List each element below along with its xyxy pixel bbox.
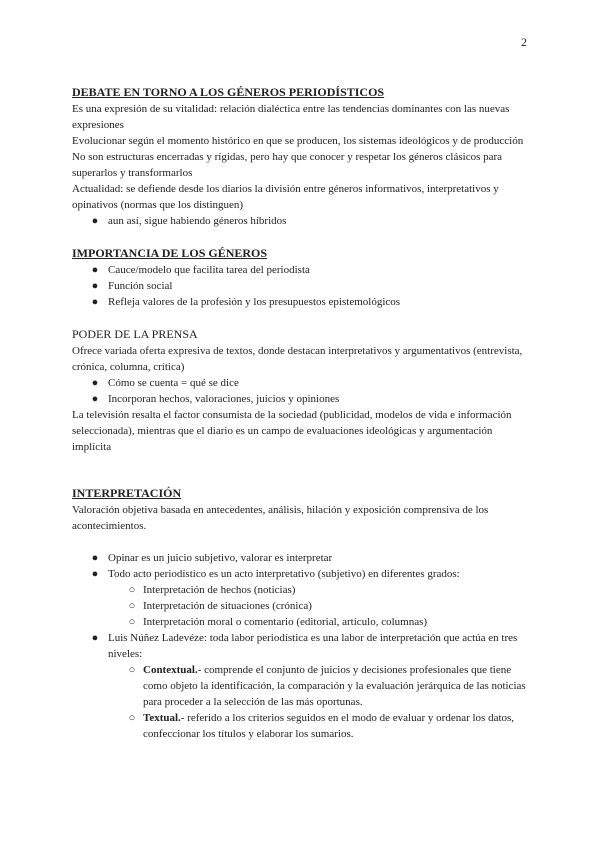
bullet-list (72, 375, 528, 407)
list-item-text: Refleja valores de la profesión y los presupuestos epistemológicos (108, 296, 401, 308)
bullet-dot-icon: ● (91, 280, 99, 292)
sub-list-item (72, 598, 528, 614)
list-item-text: Interpretación de situaciones (crónica) (143, 600, 312, 612)
sub-list-item (72, 614, 528, 630)
sub-list-item (72, 582, 528, 598)
list-item-text: Cómo se cuenta = qué se dice (108, 377, 239, 389)
list-item (72, 213, 528, 229)
bullet-dot-icon: ● (91, 632, 99, 644)
list-item (72, 262, 528, 278)
paragraph: La televisión resalta el factor consumista de la sociedad (publicidad, modelos de vida e información seleccionada), mientras que el diario es un campo de evaluaciones ideológicas y argumentación implícita (72, 409, 512, 453)
sub-list-item (72, 710, 528, 742)
list-item (72, 630, 528, 662)
bullet-dot-icon: ● (91, 393, 99, 405)
bullet-dot-icon: ● (91, 552, 99, 564)
list-item (72, 550, 528, 566)
paragraph: Actualidad: se defiende desde los diarios la división entre géneros informativos, interpretativos y opinativos (normas que los distinguen) (72, 183, 499, 211)
section-title-importancia: IMPORTANCIA DE LOS GÉNEROS (72, 246, 268, 260)
bullet-circle-icon: ○ (128, 712, 136, 724)
list-item-text: Opinar es un juicio subjetivo, valorar es interpretar (108, 552, 333, 564)
list-item (72, 391, 528, 407)
list-item-text: Interpretación de hechos (noticias) (143, 584, 296, 596)
paragraph: No son estructuras encerradas y rígidas, pero hay que conocer y respetar los géneros clásicos para superarlos y transformarlos (72, 151, 503, 179)
section-title-poder: PODER DE LA PRENSA (72, 327, 198, 341)
sub-list-item (72, 662, 528, 710)
level-term: Contextual. (143, 664, 198, 676)
list-item-text: Luis Núñez Ladevéze: toda labor periodística es una labor de interpretación que actúa en tres niveles: (108, 632, 518, 660)
level-text: - comprende el conjunto de juicios y decisiones profesionales que tiene como objeto la identificación, la comparación y la evaluación jerárquica de las noticias para proceder a la selección de las más oportunas. (143, 664, 526, 708)
bullet-dot-icon: ● (91, 296, 99, 308)
bullet-dot-icon: ● (91, 377, 99, 389)
page-number: 2 (521, 35, 527, 49)
bullet-list (72, 630, 528, 662)
level-text: - referido a los criterios seguidos en el modo de evaluar y ordenar los datos, confeccionar los títulos y elaborar los sumarios. (143, 712, 515, 740)
section-title-interpretacion: INTERPRETACIÓN (72, 486, 182, 500)
list-item-text: Incorporan hechos, valoraciones, juicios y opiniones (108, 393, 340, 405)
bullet-circle-icon: ○ (128, 664, 136, 676)
list-item-text: Función social (108, 280, 173, 292)
list-item (72, 566, 528, 582)
bullet-dot-icon: ● (91, 264, 99, 276)
list-item-text: Todo acto periodístico es un acto interpretativo (subjetivo) en diferentes grados: (108, 568, 460, 580)
bullet-circle-icon: ○ (128, 616, 136, 628)
bullet-dot-icon: ● (91, 215, 99, 227)
bullet-list (72, 550, 528, 582)
paragraph: Es una expresión de su vitalidad: relación dialéctica entre las tendencias dominantes con las nuevas expresiones (72, 103, 510, 131)
level-term: Textual. (143, 712, 181, 724)
document-content (72, 84, 528, 742)
list-item-text: Cauce/modelo que facilita tarea del periodista (108, 264, 310, 276)
list-item (72, 375, 528, 391)
bullet-list (72, 262, 528, 310)
list-item-text: aun así, sigue habiendo géneros híbridos (108, 215, 287, 227)
list-item-text: Interpretación moral o comentario (editorial, artículo, columnas) (143, 616, 428, 628)
sub-bullet-list (72, 582, 528, 630)
list-item (72, 294, 528, 310)
paragraph: Ofrece variada oferta expresiva de textos, donde destacan interpretativos y argumentativos (entrevista, crónica, columna, crítica) (72, 345, 523, 373)
paragraph: Valoración objetiva basada en antecedentes, análisis, hilación y exposición comprensiva de los acontecimientos. (72, 504, 489, 532)
bullet-list (72, 213, 528, 229)
bullet-circle-icon: ○ (128, 584, 136, 596)
bullet-dot-icon: ● (91, 568, 99, 580)
paragraph: Evolucionar según el momento histórico en que se producen, los sistemas ideológicos y de producción (72, 135, 524, 147)
section-title-debate: DEBATE EN TORNO A LOS GÉNEROS PERIODÍSTICOS (72, 85, 385, 99)
sub-bullet-list (72, 662, 528, 742)
list-item (72, 278, 528, 294)
bullet-circle-icon: ○ (128, 600, 136, 612)
